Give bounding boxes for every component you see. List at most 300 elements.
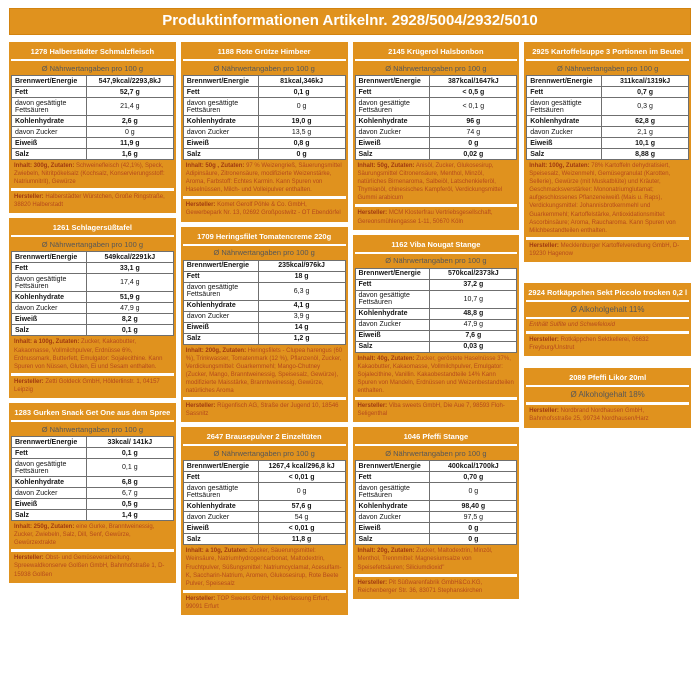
- nutrition-row-sugar: [355, 512, 517, 523]
- manufacturer-label: Hersteller:: [14, 378, 44, 385]
- manufacturer-text: Nordbrand Nordhausen GmbH, Bahnhofsstraße 25, 99734 Nordhausen/Harz: [529, 408, 649, 423]
- card-bottom: [11, 336, 174, 396]
- ingredients-text: Zucker, Säuerungsmittel: Weinsäure, Natriumhydrogencarbonat, Maltodextrin, Fruchtpulver, Süßungsmittel: Natriumcyclamat, Acesulfam-K, Saccharin-Natrium, Aromen, Glukosesirup, Rote Beete Pulver, Speisesalz: [185, 548, 342, 587]
- manufacturer-block: [11, 376, 174, 396]
- product-card: [181, 227, 348, 423]
- nutrition-value: 98,40 g: [430, 501, 517, 512]
- ingredients-text: Zucker, geröstete Haselnüsse 37%, Kakaobutter, Kakaomasse, Vollmilchpulver, Emulgator: Sojalecithine, Vanillin. Kakaobestandteile 14% Kann Spuren von Mandeln, Erdnüssen und Weizenbestandteilen enthalten.: [357, 355, 514, 395]
- manufacturer-text: Halberstädter Würstchen, Große Ringstraße, 38820 Halberstadt: [14, 194, 165, 209]
- nutrition-value: 570kcal/2373kJ: [430, 268, 517, 279]
- card-bottom: [355, 353, 518, 421]
- nutrition-value: 0,3 g: [602, 98, 689, 116]
- product-card: [353, 235, 520, 423]
- nutrition-value: 0,7 g: [602, 87, 689, 98]
- nutrition-label: Fett: [12, 87, 87, 98]
- nutrition-value: 0,1 g: [86, 459, 173, 477]
- manufacturer-text: Rügenfisch AG, Straße der Jugend 10, 18546 Sassnitz: [185, 403, 339, 418]
- product-title: 1261 Schlagersüßtafel: [11, 220, 174, 237]
- nutrition-value: 81kcal,346kJ: [258, 76, 345, 87]
- nutrition-value: < 0,01 g: [258, 523, 345, 534]
- ingredients-block: [11, 521, 174, 549]
- nutrition-row-salt: [527, 149, 689, 160]
- nutrition-row-saturates: [355, 290, 517, 308]
- nutrition-per-100g-label: Ø Nährwertangaben pro 100 g: [11, 237, 174, 251]
- nutrition-row-fat: [12, 263, 174, 274]
- nutrition-row-fat: [527, 87, 689, 98]
- nutrition-per-100g-label: Ø Nährwertangaben pro 100 g: [355, 61, 518, 75]
- nutrition-label: Fett: [355, 87, 430, 98]
- nutrition-row-saturates: [12, 274, 174, 292]
- manufacturer-label: Hersteller:: [529, 337, 559, 344]
- manufacturer-label: Hersteller:: [357, 403, 388, 410]
- ingredients-text: Zucker, Kakaobutter, Kakaomasse, Vollmilchpulver, Erdnüsse 6%, Erdnussmark, Butterfett, Emulgator: Sojalecithine. Kann Spuren von Nüssen, Gluten, Ei und Sesam enthalten.: [14, 339, 163, 370]
- nutrition-value: 11,8 g: [258, 534, 345, 545]
- card-bottom: [183, 345, 346, 421]
- nutrition-label: davon Zucker: [183, 512, 258, 523]
- nutrition-value: 74 g: [430, 127, 517, 138]
- nutrition-value: 17,4 g: [86, 274, 173, 292]
- nutrition-per-100g-label: Ø Nährwertangaben pro 100 g: [526, 61, 689, 75]
- nutrition-label: Fett: [355, 279, 430, 290]
- nutrition-value: 6,3 g: [258, 282, 345, 300]
- nutrition-label: Kohlenhydrate: [527, 116, 602, 127]
- nutrition-label: Fett: [12, 448, 87, 459]
- nutrition-row-salt: [183, 534, 345, 545]
- nutrition-row-carbs: [355, 116, 517, 127]
- card-bottom: [183, 545, 346, 613]
- nutrition-label: Kohlenhydrate: [183, 116, 258, 127]
- nutrition-value: 19,0 g: [258, 116, 345, 127]
- nutrition-value: 0 g: [430, 483, 517, 501]
- nutrition-label: Eiweiß: [12, 138, 87, 149]
- nutrition-label: Eiweiß: [355, 330, 430, 341]
- nutrition-row-protein: [12, 499, 174, 510]
- nutrition-value: 8,88 g: [602, 149, 689, 160]
- nutrition-value: 0,03 g: [430, 341, 517, 352]
- manufacturer-label: Hersteller:: [357, 579, 388, 586]
- nutrition-label: Kohlenhydrate: [355, 501, 430, 512]
- nutrition-label: davon Zucker: [183, 127, 258, 138]
- nutrition-label: davon Zucker: [355, 127, 430, 138]
- nutrition-row-sugar: [12, 303, 174, 314]
- nutrition-row-salt: [355, 341, 517, 352]
- ingredients-block: [11, 160, 174, 188]
- nutrition-value: 0,02 g: [430, 149, 517, 160]
- nutrition-label: davon gesättigte Fettsäuren: [355, 98, 430, 116]
- product-title: 1162 Viba Nougat Stange: [355, 237, 518, 254]
- nutrition-value: 0,1 g: [258, 87, 345, 98]
- nutrition-row-salt: [355, 149, 517, 160]
- nutrition-row-sugar: [183, 311, 345, 322]
- nutrition-label: Brennwert/Energie: [355, 76, 430, 87]
- product-title: 2647 Brausepulver 2 Einzeltüten: [183, 429, 346, 446]
- nutrition-row-energy: [355, 268, 517, 279]
- nutrition-value: 47,9 g: [430, 319, 517, 330]
- nutrition-row-energy: [183, 260, 345, 271]
- manufacturer-label: Hersteller:: [185, 595, 216, 602]
- manufacturer-label: Hersteller:: [529, 408, 559, 415]
- nutrition-value: 52,7 g: [86, 87, 173, 98]
- nutrition-label: Salz: [355, 149, 430, 160]
- ingredients-label: Inhalt: a 10g, Zutaten:: [185, 548, 248, 555]
- nutrition-value: 57,6 g: [258, 501, 345, 512]
- nutrition-value: 96 g: [430, 116, 517, 127]
- nutrition-row-saturates: [183, 483, 345, 501]
- product-title: 2089 Pfeffi Likör 20ml: [526, 370, 689, 387]
- manufacturer-text: Obst- und Gemüseverarbeitung, Spreewaldkonserve Golßen GmbH, Bahnhofstraße 1, D-15938 Golßen: [14, 555, 165, 578]
- nutrition-table: [355, 268, 518, 353]
- nutrition-label: davon Zucker: [183, 311, 258, 322]
- nutrition-value: 2,1 g: [602, 127, 689, 138]
- card-bottom: [355, 545, 518, 596]
- manufacturer-label: Hersteller:: [185, 202, 216, 209]
- nutrition-label: Fett: [527, 87, 602, 98]
- nutrition-row-saturates: [183, 98, 345, 116]
- nutrition-value: 0,70 g: [430, 472, 517, 483]
- nutrition-value: 311kcal/1319kJ: [602, 76, 689, 87]
- nutrition-per-100g-label: Ø Nährwertangaben pro 100 g: [355, 254, 518, 268]
- nutrition-label: Kohlenhydrate: [355, 308, 430, 319]
- nutrition-row-sugar: [12, 488, 174, 499]
- product-card: [9, 403, 176, 583]
- nutrition-row-fat: [183, 271, 345, 282]
- nutrition-label: Brennwert/Energie: [12, 76, 87, 87]
- nutrition-row-carbs: [527, 116, 689, 127]
- product-card: [353, 427, 520, 598]
- ingredients-text: Schweinefleisch (42,1%), Speck, Zwiebeln, Nitritpökelsalz (Kochsalz, Konservierungsstoff: Natriumnitrit), Gewürze: [14, 163, 165, 186]
- nutrition-row-sugar: [183, 512, 345, 523]
- nutrition-label: Eiweiß: [183, 322, 258, 333]
- nutrition-label: davon gesättigte Fettsäuren: [355, 290, 430, 308]
- nutrition-per-100g-label: Ø Nährwertangaben pro 100 g: [183, 61, 346, 75]
- nutrition-table: [183, 75, 346, 160]
- nutrition-value: 8,2 g: [86, 314, 173, 325]
- nutrition-label: davon gesättigte Fettsäuren: [12, 459, 87, 477]
- nutrition-row-salt: [183, 333, 345, 344]
- product-card: [181, 42, 348, 222]
- ingredients-text: 97 % Weizengrieß, Säuerungsmittel Adipinsäure, Zitronensäure, modifizierte Weizenstärke, Aroma, Farbstoff: Echtes Karmin. Kann Spuren von Haselnüssen, Milch- und Volleipulver enthalten.: [185, 163, 342, 194]
- nutrition-row-saturates: [12, 459, 174, 477]
- product-card: [524, 42, 691, 262]
- product-card: [9, 218, 176, 398]
- nutrition-label: Eiweiß: [183, 138, 258, 149]
- nutrition-value: 0 g: [86, 127, 173, 138]
- nutrition-value: < 0,01 g: [258, 472, 345, 483]
- nutrition-label: Kohlenhydrate: [12, 116, 87, 127]
- nutrition-label: davon gesättigte Fettsäuren: [355, 483, 430, 501]
- nutrition-value: 0 g: [430, 523, 517, 534]
- ingredients-label: Inhalt: 50g, Zutaten:: [357, 163, 415, 169]
- nutrition-table: [183, 460, 346, 545]
- ingredients-block: [11, 336, 174, 372]
- nutrition-value: 0 g: [258, 149, 345, 160]
- nutrition-label: davon Zucker: [527, 127, 602, 138]
- card-bottom: [526, 160, 689, 260]
- nutrition-label: Brennwert/Energie: [355, 461, 430, 472]
- ingredients-label: Inhalt: 40g, Zutaten:: [357, 355, 415, 362]
- nutrition-row-protein: [183, 322, 345, 333]
- nutrition-row-fat: [12, 448, 174, 459]
- product-title: 1046 Pfeffi Stange: [355, 429, 518, 446]
- nutrition-row-carbs: [183, 300, 345, 311]
- nutrition-value: 6,7 g: [86, 488, 173, 499]
- nutrition-value: 1,6 g: [86, 149, 173, 160]
- nutrition-row-sugar: [183, 127, 345, 138]
- manufacturer-block: [526, 240, 689, 260]
- nutrition-row-protein: [183, 523, 345, 534]
- ingredients-text: Zucker, Maltodextrin, Minzöl, Menthol, Trennmittel: Magnesiumsalze von Speisefettsäuren; Siliciumdioxid": [357, 548, 493, 571]
- nutrition-table: [526, 75, 689, 160]
- nutrition-row-saturates: [12, 98, 174, 116]
- manufacturer-block: [11, 191, 174, 211]
- nutrition-label: davon Zucker: [12, 488, 87, 499]
- nutrition-value: 0,8 g: [258, 138, 345, 149]
- nutrition-label: davon Zucker: [355, 512, 430, 523]
- nutrition-table: [355, 75, 518, 160]
- column-2: [181, 42, 348, 615]
- nutrition-row-energy: [527, 76, 689, 87]
- product-card: [353, 42, 520, 230]
- nutrition-label: Salz: [355, 534, 430, 545]
- card-bottom: [11, 160, 174, 211]
- ingredients-block: [183, 545, 346, 589]
- nutrition-table: [11, 75, 174, 160]
- nutrition-label: davon gesättigte Fettsäuren: [183, 483, 258, 501]
- nutrition-value: 13,5 g: [258, 127, 345, 138]
- nutrition-row-sugar: [355, 319, 517, 330]
- nutrition-label: Brennwert/Energie: [12, 252, 87, 263]
- allergen-note: Enthält Sulfite und Schwefeloxid: [526, 319, 689, 331]
- manufacturer-block: [183, 199, 346, 219]
- nutrition-label: Kohlenhydrate: [183, 501, 258, 512]
- manufacturer-block: [526, 334, 689, 354]
- product-title: 1188 Rote Grütze Himbeer: [183, 44, 346, 61]
- nutrition-label: Kohlenhydrate: [12, 477, 87, 488]
- ingredients-block: [183, 160, 346, 196]
- nutrition-label: davon Zucker: [355, 319, 430, 330]
- manufacturer-label: Hersteller:: [357, 210, 388, 217]
- nutrition-label: Salz: [183, 149, 258, 160]
- nutrition-table: [11, 436, 174, 521]
- nutrition-value: 2,6 g: [86, 116, 173, 127]
- ingredients-block: [355, 353, 518, 397]
- nutrition-per-100g-label: Ø Nährwertangaben pro 100 g: [11, 61, 174, 75]
- nutrition-row-saturates: [527, 98, 689, 116]
- ingredients-text: Anisöl, Zucker, Glukosesirup, Säurungsmittel Citronensäure, Menthol, Minzöl, natürliches Birnenaroma, Salbeiöl, Latschenkieferöl, Thymianöl, chinesisches Kampferöl, Verdickungsmittel Gummi arabicum: [357, 163, 503, 202]
- nutrition-row-sugar: [355, 127, 517, 138]
- nutrition-label: davon gesättigte Fettsäuren: [183, 282, 258, 300]
- nutrition-value: 21,4 g: [86, 98, 173, 116]
- ingredients-label: Inhalt: 20g, Zutaten:: [357, 548, 415, 555]
- nutrition-value: 4,1 g: [258, 300, 345, 311]
- alcohol-content-label: Ø Alkoholgehalt 18%: [526, 387, 689, 402]
- manufacturer-block: [355, 400, 518, 420]
- nutrition-row-salt: [12, 325, 174, 336]
- nutrition-value: 0 g: [258, 98, 345, 116]
- nutrition-row-carbs: [183, 501, 345, 512]
- ingredients-text: 78% Kartoffeln dehydratisiert, Speisesalz, Weizenmehl, Gemüsegranulat (Karotten, Sellerie), Gewürze (mit Muskatblüte) und Kräuter, Geschmacksverstärker: Mononatriumglutamat; aufgeschlossenes Pflanzeneiweiß (Mais u. Raps), Verdickungsmittel: Johannisbrotkernmehl und Guarkernmehl; Kartoffelstärke, Antioxidationsmittel: Ascorbinsäure; Aroma, Raucharoma. Kann Spuren von Milchbestandteilen enthalten.: [529, 163, 676, 234]
- nutrition-label: Brennwert/Energie: [12, 437, 87, 448]
- card-bottom: [183, 160, 346, 220]
- nutrition-row-energy: [355, 76, 517, 87]
- manufacturer-block: [355, 207, 518, 227]
- nutrition-row-saturates: [355, 98, 517, 116]
- nutrition-label: Kohlenhydrate: [355, 116, 430, 127]
- nutrition-value: 6,8 g: [86, 477, 173, 488]
- nutrition-label: Salz: [183, 333, 258, 344]
- ingredients-label: Inhalt: 200g, Zutaten:: [185, 347, 247, 354]
- nutrition-row-energy: [12, 437, 174, 448]
- nutrition-value: 3,9 g: [258, 311, 345, 322]
- column-4: [524, 42, 691, 428]
- nutrition-label: Fett: [12, 263, 87, 274]
- nutrition-per-100g-label: Ø Nährwertangaben pro 100 g: [183, 246, 346, 260]
- beverage-info-card: [524, 368, 691, 427]
- nutrition-row-protein: [355, 138, 517, 149]
- nutrition-value: 10,1 g: [602, 138, 689, 149]
- nutrition-value: 0 g: [258, 483, 345, 501]
- nutrition-value: 387kcal/1647kJ: [430, 76, 517, 87]
- nutrition-value: 235kcal/976kJ: [258, 260, 345, 271]
- nutrition-row-energy: [355, 461, 517, 472]
- nutrition-value: 62,8 g: [602, 116, 689, 127]
- nutrition-value: 0,1 g: [86, 325, 173, 336]
- nutrition-value: 48,8 g: [430, 308, 517, 319]
- beverage-info-card: [524, 283, 691, 356]
- nutrition-row-fat: [183, 472, 345, 483]
- nutrition-label: Salz: [12, 510, 87, 521]
- nutrition-row-energy: [12, 252, 174, 263]
- card-bottom: [11, 521, 174, 581]
- nutrition-value: < 0,5 g: [430, 87, 517, 98]
- nutrition-label: Brennwert/Energie: [183, 461, 258, 472]
- nutrition-value: 14 g: [258, 322, 345, 333]
- nutrition-label: Salz: [527, 149, 602, 160]
- card-grid: [9, 42, 691, 615]
- product-title: 2924 Rotkäppchen Sekt Piccolo trocken 0,2 l: [526, 285, 689, 302]
- ingredients-block: [526, 160, 689, 237]
- nutrition-label: Fett: [183, 87, 258, 98]
- nutrition-row-protein: [527, 138, 689, 149]
- nutrition-table: [11, 251, 174, 336]
- nutrition-table: [183, 260, 346, 345]
- product-title: 2145 Krügerol Halsbonbon: [355, 44, 518, 61]
- nutrition-value: 547,9kcal/2293,8kJ: [86, 76, 173, 87]
- nutrition-value: 549kcal/2291kJ: [86, 252, 173, 263]
- nutrition-row-protein: [12, 138, 174, 149]
- ingredients-label: Inhalt: 250g, Zutaten:: [14, 524, 75, 531]
- product-title: 1278 Halberstädter Schmalzfleisch: [11, 44, 174, 61]
- nutrition-row-saturates: [183, 282, 345, 300]
- manufacturer-text: Komet Gerolf Pöhle & Co. GmbH, Gewerbepark Nr. 13, 02692 Großpostwitz - OT Ebendörfel: [185, 202, 341, 217]
- nutrition-value: 0,5 g: [86, 499, 173, 510]
- product-title: 2925 Kartoffelsuppe 3 Portionen im Beutel: [526, 44, 689, 61]
- nutrition-label: Eiweiß: [12, 314, 87, 325]
- nutrition-row-fat: [355, 472, 517, 483]
- nutrition-label: Eiweiß: [12, 499, 87, 510]
- page-title: Produktinformationen Artikelnr. 2928/5004/2932/5010: [9, 8, 691, 35]
- nutrition-row-salt: [12, 510, 174, 521]
- nutrition-value: 1,4 g: [86, 510, 173, 521]
- nutrition-label: Salz: [12, 325, 87, 336]
- nutrition-row-carbs: [355, 308, 517, 319]
- nutrition-row-salt: [12, 149, 174, 160]
- nutrition-row-protein: [12, 314, 174, 325]
- ingredients-label: Inhalt: 300g, Zutaten:: [14, 163, 75, 169]
- card-bottom: [355, 160, 518, 228]
- manufacturer-label: Hersteller:: [14, 194, 44, 201]
- manufacturer-text: MCM Klosterfrau Vertriebsgesellschaft, Gereonsmühlengasse 1-11, 50670 Köln: [357, 210, 493, 225]
- nutrition-row-sugar: [527, 127, 689, 138]
- nutrition-row-carbs: [183, 116, 345, 127]
- manufacturer-label: Hersteller:: [14, 555, 44, 562]
- manufacturer-text: Zetti Goldeck GmbH, Hölderlinstr. 1, 04157 Leipzig: [14, 378, 160, 393]
- ingredients-block: [183, 345, 346, 398]
- ingredients-text: Heringsfilets - Clupea harengus (60 %), Trinkwasser, Tomatenmark (12 %), Pflanzenöl, Zucker, Verdickungsmittel: Guarkernmehl; Mango-Chutney (Zucker, Mango, Branntweinessig, Speisesalz, Gewürze), modifizierte Maisstärke, Branntweinessig, Gewürze, natürliches Aroma: [185, 347, 343, 395]
- nutrition-value: 10,7 g: [430, 290, 517, 308]
- nutrition-row-saturates: [355, 483, 517, 501]
- manufacturer-block: [183, 593, 346, 613]
- nutrition-row-energy: [183, 76, 345, 87]
- nutrition-row-protein: [183, 138, 345, 149]
- manufacturer-text: Viba sweets GmbH, Die Aue 7, 98593 Floh-Seligenthal: [357, 403, 505, 418]
- manufacturer-block: [355, 577, 518, 597]
- nutrition-value: 33,1 g: [86, 263, 173, 274]
- nutrition-row-sugar: [12, 127, 174, 138]
- nutrition-value: 37,2 g: [430, 279, 517, 290]
- nutrition-label: davon Zucker: [12, 303, 87, 314]
- nutrition-row-protein: [355, 523, 517, 534]
- nutrition-label: davon gesättigte Fettsäuren: [12, 274, 87, 292]
- nutrition-row-protein: [355, 330, 517, 341]
- nutrition-label: davon gesättigte Fettsäuren: [527, 98, 602, 116]
- nutrition-value: 0,1 g: [86, 448, 173, 459]
- nutrition-label: Fett: [183, 271, 258, 282]
- nutrition-per-100g-label: Ø Nährwertangaben pro 100 g: [183, 446, 346, 460]
- nutrition-value: 97,5 g: [430, 512, 517, 523]
- nutrition-label: Brennwert/Energie: [355, 268, 430, 279]
- manufacturer-label: Hersteller:: [529, 242, 559, 249]
- ingredients-text: eine Gurke, Branntweinessig, Zucker, Zwiebeln, Salz, Dill, Senf, Gewürze, Gewürzextrakte: [14, 524, 155, 547]
- nutrition-label: Salz: [12, 149, 87, 160]
- nutrition-row-salt: [183, 149, 345, 160]
- product-card: [9, 42, 176, 213]
- nutrition-row-fat: [183, 87, 345, 98]
- nutrition-row-energy: [183, 461, 345, 472]
- nutrition-value: 7,6 g: [430, 330, 517, 341]
- nutrition-value: 400kcal/1700kJ: [430, 461, 517, 472]
- nutrition-label: Kohlenhydrate: [12, 292, 87, 303]
- nutrition-per-100g-label: Ø Nährwertangaben pro 100 g: [11, 422, 174, 436]
- nutrition-value: 47,9 g: [86, 303, 173, 314]
- nutrition-label: Fett: [355, 472, 430, 483]
- nutrition-label: Brennwert/Energie: [527, 76, 602, 87]
- nutrition-per-100g-label: Ø Nährwertangaben pro 100 g: [355, 446, 518, 460]
- nutrition-label: Brennwert/Energie: [183, 76, 258, 87]
- nutrition-label: Eiweiß: [355, 138, 430, 149]
- manufacturer-block: [526, 405, 689, 425]
- nutrition-label: davon gesättigte Fettsäuren: [12, 98, 87, 116]
- nutrition-row-energy: [12, 76, 174, 87]
- nutrition-value: 51,9 g: [86, 292, 173, 303]
- nutrition-row-fat: [355, 87, 517, 98]
- ingredients-block: [355, 545, 518, 573]
- product-title: 1283 Gurken Snack Get One aus dem Spree: [11, 405, 174, 422]
- ingredients-label: Inhalt: 100g, Zutaten:: [529, 163, 590, 169]
- nutrition-label: Brennwert/Energie: [183, 260, 258, 271]
- nutrition-value: 11,9 g: [86, 138, 173, 149]
- nutrition-label: Salz: [183, 534, 258, 545]
